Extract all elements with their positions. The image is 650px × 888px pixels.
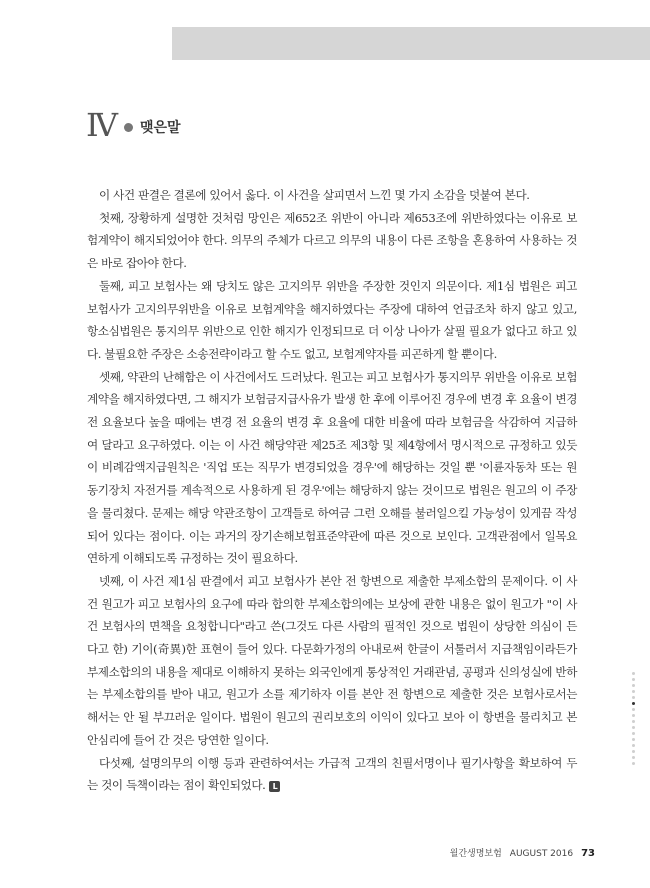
paragraph: 넷째, 이 사건 제1심 판결에서 피고 보험사가 본안 전 항변으로 제출한 부제소합의 문제이다. 이 사건 원고가 피고 보험사의 요구에 따라 합의한 부제소합의에는 보상에 관한 내용은 없이 원고가 "이 사건 보험사의 면책을 요청합니다"라고 쓴(그것도 다른 사람의 필적인 것으로 법원이 상당한 의심이 든다고 한) 기이(奇異)한 표현이 들어 있다. 다문화가정의 아내로써 한글이 서툴러서 지급책임이라든가 부제소합의의 내용을 제대로 이해하지 못하는 외국인에게 통상적인 거래관념, 공평과 신의성실에 반하는 부제소합의를 받아 내고, 원고가 소를 제기하자 이를 본안 전 항변으로 제출한 것은 보험사로서는 해서는 안 될 부끄러운 일이다. 법원이 원고의 권리보호의 이익이 있다고 보아 이 항변을 물리치고 본안심리에 들어 간 것은 당연한 일이다. <box>87 573 577 747</box>
issue-date: AUGUST 2016 <box>509 849 574 859</box>
indicator-dot <box>632 696 635 699</box>
section-numeral: Ⅳ <box>86 106 116 144</box>
indicator-dot-active <box>632 702 635 705</box>
end-mark-icon: L <box>269 781 280 792</box>
section-title: 맺은말 <box>139 120 181 136</box>
paragraph: 첫째, 장황하게 설명한 것처럼 망인은 제652조 위반이 아니라 제653조에 위반하였다는 이유로 보험계약이 해지되었어야 한다. 의무의 주체가 다르고 의무의 내용이 다른 조항을 혼용하여 사용하는 것은 바로 잡아야 한다. <box>87 210 577 271</box>
indicator-dot <box>632 708 635 711</box>
indicator-dot <box>632 744 635 747</box>
page-footer <box>395 846 595 859</box>
indicator-dot <box>632 690 635 693</box>
indicator-dot <box>632 738 635 741</box>
indicator-dot <box>632 732 635 735</box>
paragraph: 셋째, 약관의 난해함은 이 사건에서도 드러났다. 원고는 피고 보험사가 통지의무 위반을 이유로 보험계약을 해지하였다면, 그 해지가 보험금지급사유가 발생 한 후에 이루어진 경우에 변경 후 요율이 변경 전 요율보다 높을 때에는 변경 전 요율의 변경 후 요율에 대한 비율에 따라 보험금을 삭감하여 지급하여 달라고 요구하였다. 이는 이 사건 해당약관 제25조 제3항 및 제4항에서 명시적으로 규정하고 있듯이 비례감액지급원칙은 '직업 또는 직무가 변경되었을 경우'에 해당하는 것일 뿐 '이륜자동차 또는 원동기장치 자전거를 계속적으로 사용하게 된 경우'에는 해당하지 않는 것이므로 법원은 원고의 이 주장을 물리쳤다. 문제는 해당 약관조항이 고객들로 하여금 그런 오해를 불러일으킬 가능성이 있게끔 작성되어 있다는 점이다. 이는 과거의 장기손해보험표준약관에 따른 것으로 보인다. 고객관점에서 일목요연하게 이해되도록 규정하는 것이 필요하다. <box>87 369 577 566</box>
indicator-dot <box>632 726 635 729</box>
magazine-name: 월간생명보험 <box>449 849 502 859</box>
header-bar <box>172 27 650 60</box>
page-number: 73 <box>581 848 595 859</box>
paragraph: 이 사건 판결은 결론에 있어서 옳다. 이 사건을 살피면서 느낀 몇 가지 소감을 덧붙여 본다. <box>99 188 530 202</box>
indicator-dot <box>632 750 635 753</box>
bullet-icon <box>124 123 133 132</box>
indicator-dot <box>632 720 635 723</box>
indicator-dot <box>632 756 635 759</box>
paragraph-last <box>87 752 577 797</box>
indicator-dot <box>632 684 635 687</box>
paragraph-text: 다섯째, 설명의무의 이행 등과 관련하여서는 가급적 고객의 친필서명이나 필기사항을 확보하여 두는 것이 득책이라는 점이 확인되었다. <box>87 755 577 793</box>
paragraph: 둘째, 피고 보험사는 왜 당치도 않은 고지의무 위반을 주장한 것인지 의문이다. 제1심 법원은 피고 보험사가 고지의무위반을 이유로 보험계약을 해지하였다는 주장에 대하여 언급조차 하지 않고 있고, 항소심법원은 통지의무 위반으로 인한 해지가 인정되므로 더 이상 나아가 살필 필요가 없다고 하고 있다. 불필요한 주장은 소송전략이라고 할 수도 없고, 보험계약자를 피곤하게 할 뿐이다. <box>87 278 577 361</box>
indicator-dot <box>632 678 635 681</box>
indicator-dot <box>632 672 635 675</box>
section-heading <box>86 106 181 144</box>
indicator-dot <box>632 762 635 765</box>
page-position-indicator <box>632 672 635 765</box>
article-body <box>87 184 577 797</box>
indicator-dot <box>632 714 635 717</box>
